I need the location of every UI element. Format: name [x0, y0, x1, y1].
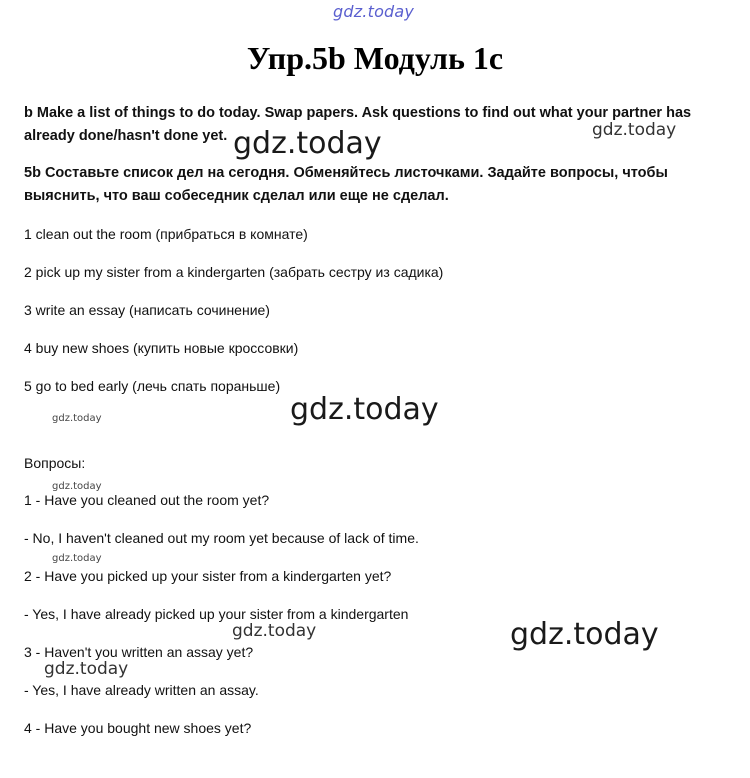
- dialog-line: 3 - Haven't you written an assay yet?: [24, 644, 254, 660]
- questions-label: Вопросы:: [24, 455, 86, 471]
- dialog-line: 4 - Have you bought new shoes yet?: [24, 720, 252, 736]
- dialog-line: - No, I haven't cleaned out my room yet because of lack of time.: [24, 530, 419, 546]
- watermark: gdz.today: [510, 617, 659, 652]
- watermark: gdz.today: [52, 481, 102, 492]
- watermark: gdz.today: [52, 413, 102, 424]
- watermark: gdz.today: [592, 120, 677, 140]
- watermark-top: gdz.today: [333, 2, 415, 21]
- dialog-line: 2 - Have you picked up your sister from a kindergarten yet?: [24, 568, 392, 584]
- watermark: gdz.today: [52, 553, 102, 564]
- page-title: Упр.5b Модуль 1с: [246, 40, 504, 76]
- list-item: 3 write an essay (написать сочинение): [24, 302, 270, 318]
- dialog-line: - Yes, I have already picked up your sister from a kindergarten: [24, 606, 409, 622]
- list-item: 5 go to bed early (лечь спать пораньше): [24, 378, 281, 394]
- dialog-line: - Yes, I have already written an assay.: [24, 682, 259, 698]
- list-item: 1 clean out the room (прибраться в комнате): [24, 226, 308, 242]
- dialog-line: 1 - Have you cleaned out the room yet?: [24, 492, 270, 508]
- list-item: 2 pick up my sister from a kindergarten (забрать сестру из садика): [24, 264, 444, 280]
- list-item: 4 buy new shoes (купить новые кроссовки): [24, 340, 299, 356]
- watermark: gdz.today: [44, 659, 129, 679]
- watermark: gdz.today: [290, 392, 439, 427]
- watermark: gdz.today: [233, 126, 382, 161]
- task-russian: 5b Составьте список дел на сегодня. Обменяйтесь листочками. Задайте вопросы, чтобы выяснить, что ваш собеседник сделал или еще не сделал.: [24, 165, 668, 204]
- watermark: gdz.today: [232, 621, 317, 641]
- task-english: b Make a list of things to do today. Swap papers. Ask questions to find out what your partner has already done/hasn't done yet.: [24, 105, 692, 144]
